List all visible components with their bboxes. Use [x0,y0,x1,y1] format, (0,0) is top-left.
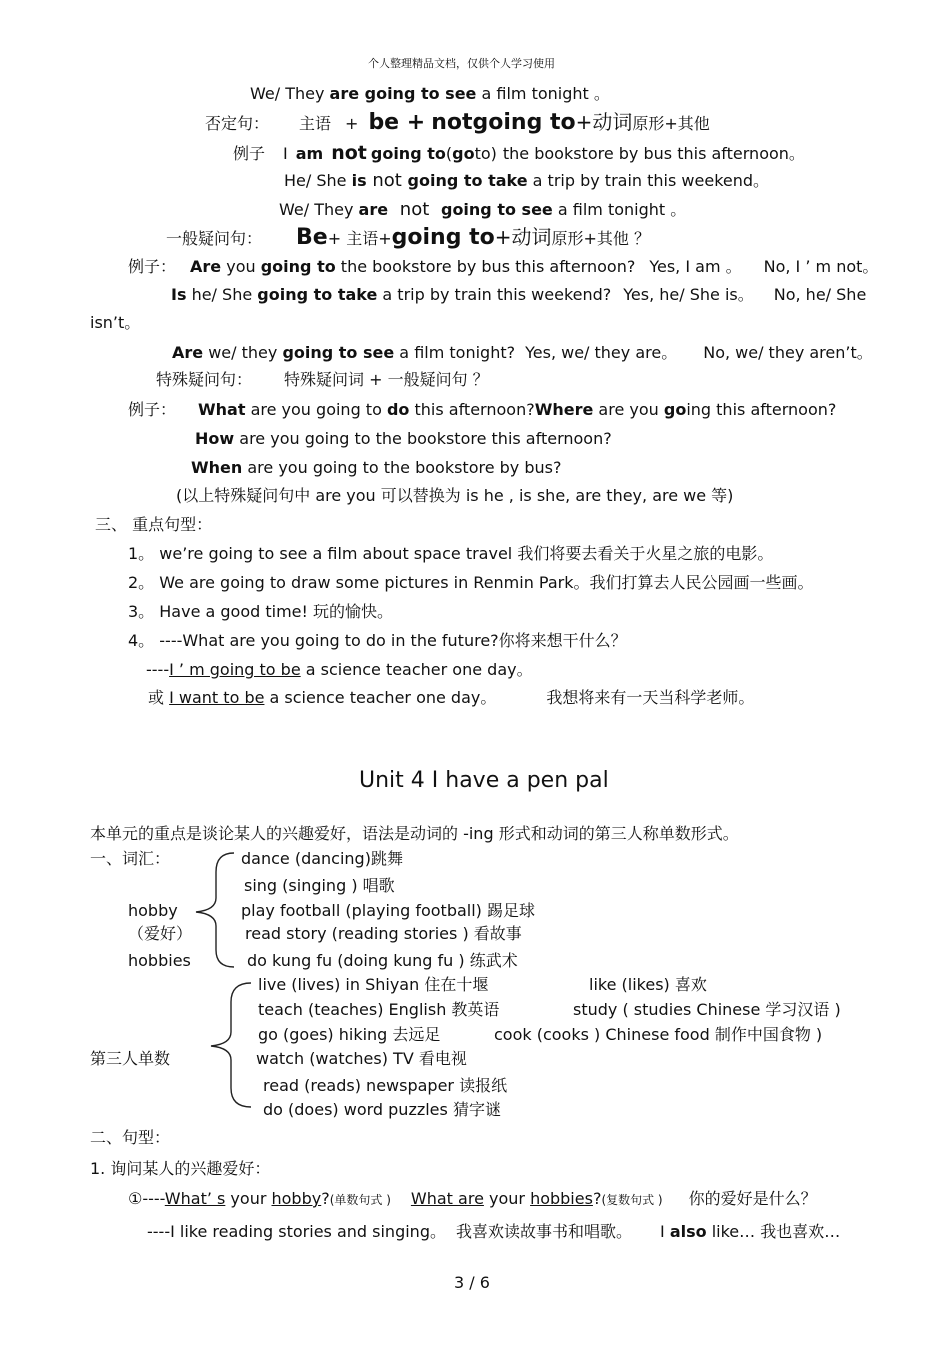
question-example-2-cont: isn’t。 [90,313,141,332]
hobby-item: do kung fu (doing kung fu ) 练武术 [247,951,518,970]
hobby-answer: ----I like reading stories and singing。 我喜欢读故事书和唱歌。 I also like… 我也喜欢… [147,1222,841,1241]
hobby-item: dance (dancing)跳舞 [241,849,403,868]
question-example-2: Is he/ She going to take a trip by train this weekend? Yes, he/ She is。 No, he/ She [171,285,867,304]
third-person-item: study ( studies Chinese 学习汉语 ) [573,1000,841,1019]
wh-example-2: How are you going to the bookstore this afternoon? [195,429,612,448]
key-sentence-4-answer-b: 或 I want to be a science teacher one day。 我想将来有一天当科学老师。 [148,688,755,707]
hobby-item: sing (singing ) 唱歌 [244,876,395,895]
question-example-1: 例子： Are you going to the bookstore by bus this afternoon? Yes, I am 。 No, I ’ m not。 [128,257,879,276]
key-sentence-2: 2。 We are going to draw some pictures in Renmin Park。我们打算去人民公园画一些画。 [128,573,814,592]
hobby-item: read story (reading stories ) 看故事 [245,924,522,943]
hobby-chinese: （爱好） [128,924,193,943]
neg-example-we: We/ They are going to see a film tonight 。 [250,84,610,103]
third-person-item: watch (watches) TV 看电视 [256,1049,467,1068]
wh-note: (以上特殊疑问句中 are you 可以替换为 is he , is she, are they, are we 等) [176,486,734,505]
third-person-item: like (likes) 喜欢 [589,975,707,994]
vocab-label: 一、词汇： [90,849,171,868]
page-number: 3 / 6 [454,1273,490,1292]
third-person-item: read (reads) newspaper 读报纸 [263,1076,508,1095]
hobby-brace-icon [188,850,238,970]
third-person-brace-icon [205,980,255,1110]
key-sentence-4-answer-a: ----I ’ m going to be a science teacher one day。 [146,660,533,679]
hobbies-word: hobbies [128,951,191,970]
sentence-label: 二、句型： [90,1128,171,1147]
yes-no-question-formula: 一般疑问句： Be+ 主语+going to+动词原形+其他 ？ [166,225,650,250]
third-person-item: do (does) word puzzles 猜字谜 [263,1100,501,1119]
ask-hobby-heading: 1. 询问某人的兴趣爱好： [90,1159,271,1178]
third-person-label: 第三人单数 [90,1049,171,1068]
unit-intro: 本单元的重点是谈论某人的兴趣爱好，语法是动词的 -ing 形式和动词的第三人称单数形式。 [90,824,739,843]
hobby-item: play football (playing football) 踢足球 [241,901,535,920]
unit-title: Unit 4 I have a pen pal [359,768,609,793]
hobby-question: ①----What’ s your hobby?(单数句式 ) What are your hobbies?(复数句式 ) 你的爱好是什么？ [128,1189,817,1208]
page-header: 个人整理精品文档，仅供个人学习使用 [368,57,555,70]
wh-example-3: When are you going to the bookstore by bus? [191,458,562,477]
hobby-word: hobby [128,901,178,920]
third-person-item: live (lives) in Shiyan 住在十堰 [258,975,489,994]
wh-example-1: 例子： What are you going to do this afternoon?Where are you going this afternoon? [128,400,837,419]
negative-formula: 否定句： 主语 + be + notgoing to+动词原形+其他 [205,110,710,135]
key-sentence-1: 1。 we’re going to see a film about space travel 我们将要去看关于火星之旅的电影。 [128,544,774,563]
neg-example-he: He/ She is not going to take a trip by train this weekend。 [284,170,770,191]
key-sentences-heading: 三、 重点句型： [95,515,213,534]
neg-example-i: 例子 I am not going to(goto) the bookstore by bus this afternoon。 [233,142,805,164]
question-example-3: Are we/ they going to see a film tonight? Yes, we/ they are。 No, we/ they aren’t。 [172,343,873,362]
third-person-item: cook (cooks ) Chinese food 制作中国食物 ) [494,1025,823,1044]
third-person-item: teach (teaches) English 教英语 [258,1000,500,1019]
wh-question-formula: 特殊疑问句： 特殊疑问词 + 一般疑问句 ？ [156,370,489,389]
key-sentence-3: 3。 Have a good time! 玩的愉快。 [128,602,394,621]
key-sentence-4: 4。 ----What are you going to do in the future?你将来想干什么？ [128,631,627,650]
third-person-item: go (goes) hiking 去远足 [258,1025,441,1044]
neg-example-we-2: We/ They are not going to see a film tonight 。 [279,199,687,220]
